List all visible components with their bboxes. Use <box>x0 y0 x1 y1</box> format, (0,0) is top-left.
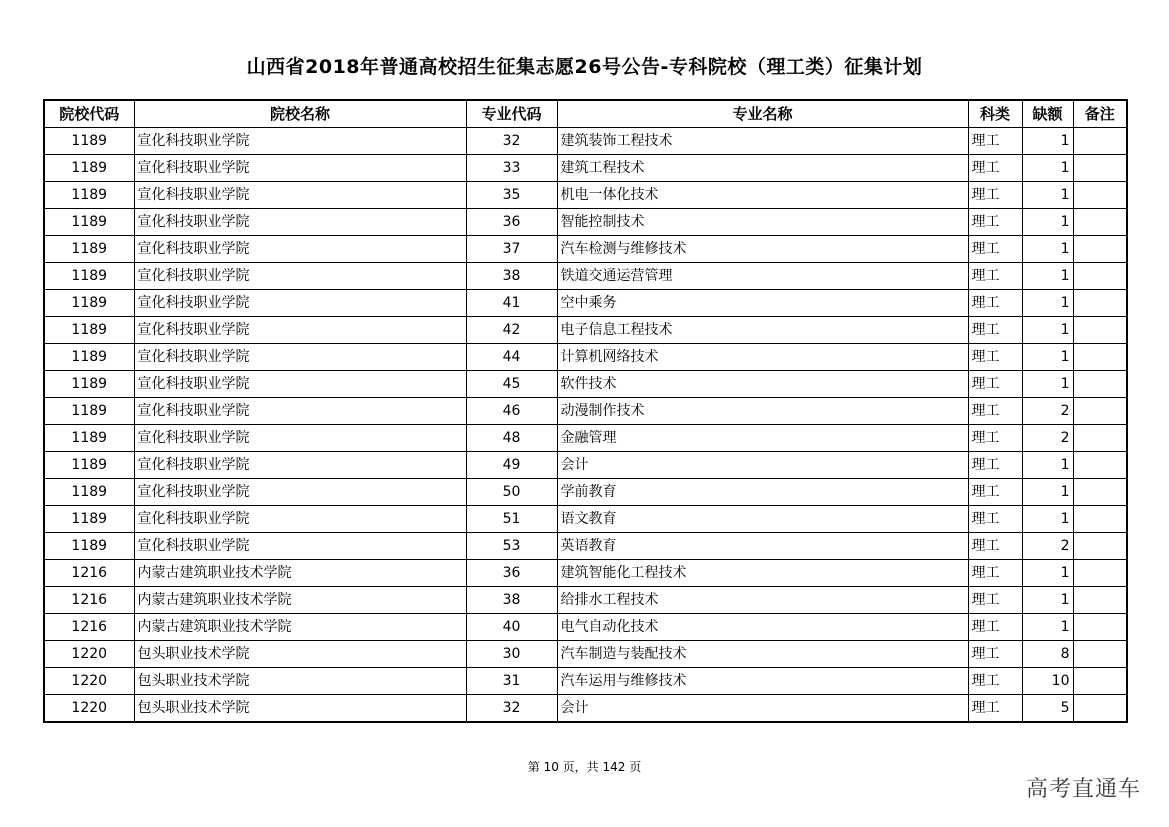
cell-major-code: 35 <box>466 182 557 209</box>
cell-major-code: 42 <box>466 317 557 344</box>
cell-school-code: 1220 <box>44 695 134 723</box>
cell-major-name: 语文教育 <box>557 506 968 533</box>
cell-vacancy: 2 <box>1022 398 1073 425</box>
cell-school-name: 宣化科技职业学院 <box>134 398 466 425</box>
cell-school-code: 1189 <box>44 533 134 560</box>
cell-major-code: 40 <box>466 614 557 641</box>
header-major-code: 专业代码 <box>466 100 557 128</box>
cell-school-name: 宣化科技职业学院 <box>134 236 466 263</box>
cell-major-name: 会计 <box>557 452 968 479</box>
cell-major-name: 汽车检测与维修技术 <box>557 236 968 263</box>
cell-school-code: 1189 <box>44 398 134 425</box>
header-school-name: 院校名称 <box>134 100 466 128</box>
cell-vacancy: 1 <box>1022 479 1073 506</box>
cell-vacancy: 1 <box>1022 209 1073 236</box>
cell-school-name: 内蒙古建筑职业技术学院 <box>134 614 466 641</box>
cell-remarks <box>1073 506 1127 533</box>
cell-category: 理工 <box>968 182 1022 209</box>
cell-remarks <box>1073 317 1127 344</box>
cell-major-code: 30 <box>466 641 557 668</box>
cell-school-code: 1216 <box>44 614 134 641</box>
cell-vacancy: 2 <box>1022 425 1073 452</box>
cell-school-name: 包头职业技术学院 <box>134 695 466 723</box>
table-row <box>44 128 1127 155</box>
cell-vacancy: 1 <box>1022 317 1073 344</box>
cell-category: 理工 <box>968 398 1022 425</box>
cell-category: 理工 <box>968 425 1022 452</box>
cell-remarks <box>1073 182 1127 209</box>
cell-major-name: 学前教育 <box>557 479 968 506</box>
table-row <box>44 614 1127 641</box>
cell-school-name: 宣化科技职业学院 <box>134 317 466 344</box>
cell-school-code: 1189 <box>44 209 134 236</box>
cell-school-name: 包头职业技术学院 <box>134 668 466 695</box>
cell-school-name: 宣化科技职业学院 <box>134 290 466 317</box>
cell-category: 理工 <box>968 155 1022 182</box>
table-row <box>44 641 1127 668</box>
cell-remarks <box>1073 425 1127 452</box>
cell-vacancy: 5 <box>1022 695 1073 723</box>
cell-remarks <box>1073 560 1127 587</box>
cell-major-name: 汽车制造与装配技术 <box>557 641 968 668</box>
cell-category: 理工 <box>968 668 1022 695</box>
cell-category: 理工 <box>968 533 1022 560</box>
cell-school-name: 内蒙古建筑职业技术学院 <box>134 560 466 587</box>
cell-school-name: 宣化科技职业学院 <box>134 452 466 479</box>
cell-major-code: 37 <box>466 236 557 263</box>
cell-major-name: 建筑工程技术 <box>557 155 968 182</box>
cell-major-name: 电气自动化技术 <box>557 614 968 641</box>
cell-vacancy: 8 <box>1022 641 1073 668</box>
cell-remarks <box>1073 155 1127 182</box>
cell-vacancy: 1 <box>1022 236 1073 263</box>
cell-school-code: 1189 <box>44 290 134 317</box>
table-row <box>44 263 1127 290</box>
cell-major-code: 50 <box>466 479 557 506</box>
table-row <box>44 317 1127 344</box>
cell-school-code: 1189 <box>44 371 134 398</box>
table-row <box>44 425 1127 452</box>
cell-major-name: 建筑智能化工程技术 <box>557 560 968 587</box>
table-row <box>44 344 1127 371</box>
cell-major-name: 汽车运用与维修技术 <box>557 668 968 695</box>
cell-school-code: 1189 <box>44 479 134 506</box>
cell-major-name: 会计 <box>557 695 968 723</box>
cell-remarks <box>1073 128 1127 155</box>
cell-vacancy: 10 <box>1022 668 1073 695</box>
cell-school-code: 1189 <box>44 317 134 344</box>
cell-vacancy: 2 <box>1022 533 1073 560</box>
cell-major-code: 38 <box>466 587 557 614</box>
header-remarks: 备注 <box>1073 100 1127 128</box>
cell-school-name: 宣化科技职业学院 <box>134 533 466 560</box>
cell-major-code: 31 <box>466 668 557 695</box>
cell-category: 理工 <box>968 695 1022 723</box>
table-row <box>44 155 1127 182</box>
cell-vacancy: 1 <box>1022 263 1073 290</box>
cell-category: 理工 <box>968 614 1022 641</box>
cell-category: 理工 <box>968 263 1022 290</box>
header-vacancy: 缺额 <box>1022 100 1073 128</box>
cell-school-code: 1189 <box>44 425 134 452</box>
cell-vacancy: 1 <box>1022 182 1073 209</box>
cell-school-name: 包头职业技术学院 <box>134 641 466 668</box>
cell-major-name: 电子信息工程技术 <box>557 317 968 344</box>
cell-school-code: 1220 <box>44 641 134 668</box>
table-row <box>44 209 1127 236</box>
cell-school-code: 1189 <box>44 452 134 479</box>
cell-remarks <box>1073 668 1127 695</box>
cell-school-code: 1189 <box>44 128 134 155</box>
cell-school-name: 宣化科技职业学院 <box>134 263 466 290</box>
cell-major-name: 铁道交通运营管理 <box>557 263 968 290</box>
table-row <box>44 506 1127 533</box>
cell-category: 理工 <box>968 452 1022 479</box>
cell-major-code: 32 <box>466 128 557 155</box>
cell-school-code: 1216 <box>44 560 134 587</box>
cell-major-code: 44 <box>466 344 557 371</box>
table-row <box>44 398 1127 425</box>
cell-major-name: 给排水工程技术 <box>557 587 968 614</box>
cell-major-code: 49 <box>466 452 557 479</box>
cell-major-code: 36 <box>466 560 557 587</box>
cell-major-code: 53 <box>466 533 557 560</box>
table-row <box>44 452 1127 479</box>
cell-remarks <box>1073 236 1127 263</box>
cell-remarks <box>1073 695 1127 723</box>
table-row <box>44 371 1127 398</box>
cell-school-name: 宣化科技职业学院 <box>134 209 466 236</box>
cell-category: 理工 <box>968 560 1022 587</box>
cell-vacancy: 1 <box>1022 371 1073 398</box>
cell-major-code: 38 <box>466 263 557 290</box>
cell-remarks <box>1073 398 1127 425</box>
cell-major-name: 计算机网络技术 <box>557 344 968 371</box>
cell-major-name: 空中乘务 <box>557 290 968 317</box>
cell-school-name: 宣化科技职业学院 <box>134 506 466 533</box>
cell-remarks <box>1073 371 1127 398</box>
cell-category: 理工 <box>968 506 1022 533</box>
cell-major-code: 36 <box>466 209 557 236</box>
table-row <box>44 479 1127 506</box>
cell-school-code: 1220 <box>44 668 134 695</box>
cell-major-name: 建筑装饰工程技术 <box>557 128 968 155</box>
cell-remarks <box>1073 452 1127 479</box>
cell-remarks <box>1073 263 1127 290</box>
cell-vacancy: 1 <box>1022 614 1073 641</box>
cell-remarks <box>1073 587 1127 614</box>
cell-remarks <box>1073 641 1127 668</box>
cell-category: 理工 <box>968 641 1022 668</box>
table-row <box>44 668 1127 695</box>
cell-school-code: 1189 <box>44 155 134 182</box>
cell-category: 理工 <box>968 371 1022 398</box>
table-row <box>44 290 1127 317</box>
cell-school-name: 宣化科技职业学院 <box>134 425 466 452</box>
cell-major-name: 英语教育 <box>557 533 968 560</box>
header-category: 科类 <box>968 100 1022 128</box>
page-title: 山西省2018年普通高校招生征集志愿26号公告-专科院校（理工类）征集计划 <box>246 56 923 78</box>
cell-school-name: 宣化科技职业学院 <box>134 182 466 209</box>
table-row <box>44 695 1127 723</box>
cell-vacancy: 1 <box>1022 344 1073 371</box>
cell-school-name: 内蒙古建筑职业技术学院 <box>134 587 466 614</box>
cell-school-name: 宣化科技职业学院 <box>134 371 466 398</box>
watermark: 高考直通车 <box>1025 777 1141 802</box>
table-row <box>44 560 1127 587</box>
cell-school-code: 1189 <box>44 344 134 371</box>
cell-category: 理工 <box>968 290 1022 317</box>
cell-major-name: 软件技术 <box>557 371 968 398</box>
cell-vacancy: 1 <box>1022 290 1073 317</box>
cell-vacancy: 1 <box>1022 506 1073 533</box>
cell-major-code: 41 <box>466 290 557 317</box>
cell-school-name: 宣化科技职业学院 <box>134 128 466 155</box>
header-school-code: 院校代码 <box>44 100 134 128</box>
table-row <box>44 182 1127 209</box>
cell-remarks <box>1073 479 1127 506</box>
cell-category: 理工 <box>968 317 1022 344</box>
cell-remarks <box>1073 290 1127 317</box>
table-row <box>44 533 1127 560</box>
cell-school-code: 1189 <box>44 182 134 209</box>
table-header-row <box>44 100 1127 128</box>
cell-remarks <box>1073 614 1127 641</box>
cell-major-name: 机电一体化技术 <box>557 182 968 209</box>
cell-remarks <box>1073 209 1127 236</box>
header-major-name: 专业名称 <box>557 100 968 128</box>
cell-major-code: 32 <box>466 695 557 723</box>
cell-school-code: 1189 <box>44 263 134 290</box>
cell-vacancy: 1 <box>1022 128 1073 155</box>
cell-vacancy: 1 <box>1022 155 1073 182</box>
cell-major-name: 金融管理 <box>557 425 968 452</box>
cell-category: 理工 <box>968 479 1022 506</box>
cell-category: 理工 <box>968 128 1022 155</box>
cell-school-name: 宣化科技职业学院 <box>134 479 466 506</box>
cell-school-code: 1189 <box>44 506 134 533</box>
cell-remarks <box>1073 533 1127 560</box>
cell-school-name: 宣化科技职业学院 <box>134 155 466 182</box>
cell-vacancy: 1 <box>1022 587 1073 614</box>
cell-remarks <box>1073 344 1127 371</box>
cell-category: 理工 <box>968 344 1022 371</box>
cell-major-code: 45 <box>466 371 557 398</box>
cell-major-code: 33 <box>466 155 557 182</box>
page-number: 第 10 页，共 142 页 <box>527 760 642 774</box>
cell-school-name: 宣化科技职业学院 <box>134 344 466 371</box>
cell-category: 理工 <box>968 587 1022 614</box>
cell-category: 理工 <box>968 236 1022 263</box>
enrollment-plan-table <box>43 99 1128 723</box>
cell-major-code: 51 <box>466 506 557 533</box>
cell-vacancy: 1 <box>1022 560 1073 587</box>
table-body <box>44 128 1127 723</box>
cell-major-code: 48 <box>466 425 557 452</box>
cell-major-code: 46 <box>466 398 557 425</box>
table-row <box>44 236 1127 263</box>
cell-school-code: 1189 <box>44 236 134 263</box>
cell-major-name: 动漫制作技术 <box>557 398 968 425</box>
cell-major-name: 智能控制技术 <box>557 209 968 236</box>
cell-school-code: 1216 <box>44 587 134 614</box>
cell-vacancy: 1 <box>1022 452 1073 479</box>
table-row <box>44 587 1127 614</box>
cell-category: 理工 <box>968 209 1022 236</box>
